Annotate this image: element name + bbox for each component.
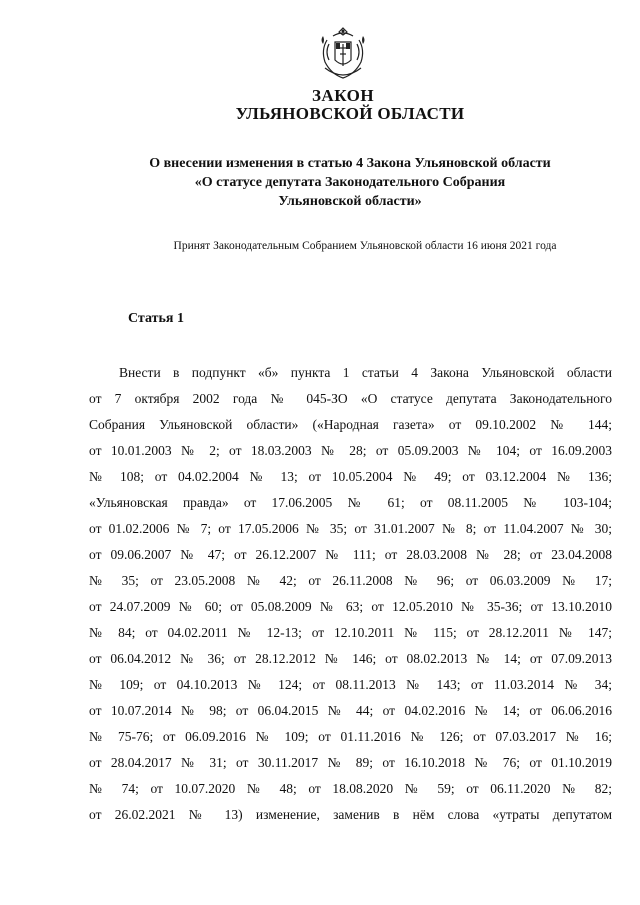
article-text-line: № 75-76; от 06.09.2016 № 109; от 01.11.2016 № 126; от 07.03.2017 № 16; (89, 729, 612, 744)
article-text-line: от 24.07.2009 № 60; от 05.08.2009 № 63; от 12.05.2010 № 35-36; от 13.10.2010 (89, 599, 612, 614)
article-text-line: № 35; от 23.05.2008 № 42; от 26.11.2008 № 96; от 06.03.2009 № 17; (89, 573, 612, 588)
article-text-line: № 108; от 04.02.2004 № 13; от 10.05.2004 № 49; от 03.12.2004 № 136; (89, 469, 612, 484)
law-title: ЗАКОН (311, 86, 375, 105)
article-text-line: от 10.07.2014 № 98; от 06.04.2015 № 44; от 04.02.2016 № 14; от 06.06.2016 (89, 703, 612, 718)
subject-line-1: О внесении изменения в статью 4 Закона Ульяновской области (149, 156, 551, 171)
adoption-note: Принят Законодательным Собранием Ульяновской области 16 июня 2021 года (173, 240, 557, 252)
ulyanovsk-coat-of-arms-icon (315, 24, 371, 84)
article-heading: Статья 1 (128, 311, 184, 326)
article-text-line: Внести в подпункт «б» пункта 1 статьи 4 Закона Ульяновской области (119, 365, 612, 380)
article-text-line: от 28.04.2017 № 31; от 30.11.2017 № 89; от 16.10.2018 № 76; от 01.10.2019 (89, 755, 612, 770)
article-text-line: № 74; от 10.07.2020 № 48; от 18.08.2020 № 59; от 06.11.2020 № 82; (89, 781, 612, 796)
article-text-line: от 26.02.2021 № 13) изменение, заменив в нём слова «утраты депутатом (89, 807, 612, 822)
article-text-line: от 7 октября 2002 года № 045-ЗО «О статусе депутата Законодательного (89, 391, 612, 406)
subject-line-3: Ульяновской области» (278, 194, 422, 209)
article-text-line: «Ульяновская правда» от 17.06.2005 № 61; от 08.11.2005 № 103-104; (89, 495, 612, 510)
article-text-line: от 06.04.2012 № 36; от 28.12.2012 № 146; от 08.02.2013 № 14; от 07.09.2013 (89, 651, 612, 666)
article-text-line: от 01.02.2006 № 7; от 17.05.2006 № 35; от 31.01.2007 № 8; от 11.04.2007 № 30; (89, 521, 612, 536)
article-text-line: № 109; от 04.10.2013 № 124; от 08.11.2013 № 143; от 11.03.2014 № 34; (89, 677, 612, 692)
article-body (89, 360, 612, 828)
article-text-line: Собрания Ульяновской области» («Народная газета» от 09.10.2002 № 144; (89, 417, 612, 432)
article-text-line: № 84; от 04.02.2011 № 12-13; от 12.10.2011 № 115; от 28.12.2011 № 147; (89, 625, 612, 640)
article-text-line: от 09.06.2007 № 47; от 26.12.2007 № 111; от 28.03.2008 № 28; от 23.04.2008 (89, 547, 612, 562)
article-text-line: от 10.01.2003 № 2; от 18.03.2003 № 28; от 05.09.2003 № 104; от 16.09.2003 (89, 443, 612, 458)
law-subject (140, 154, 560, 211)
subject-line-2: «О статусе депутата Законодательного Собрания (194, 175, 506, 190)
law-region-title: УЛЬЯНОВСКОЙ ОБЛАСТИ (235, 104, 465, 123)
